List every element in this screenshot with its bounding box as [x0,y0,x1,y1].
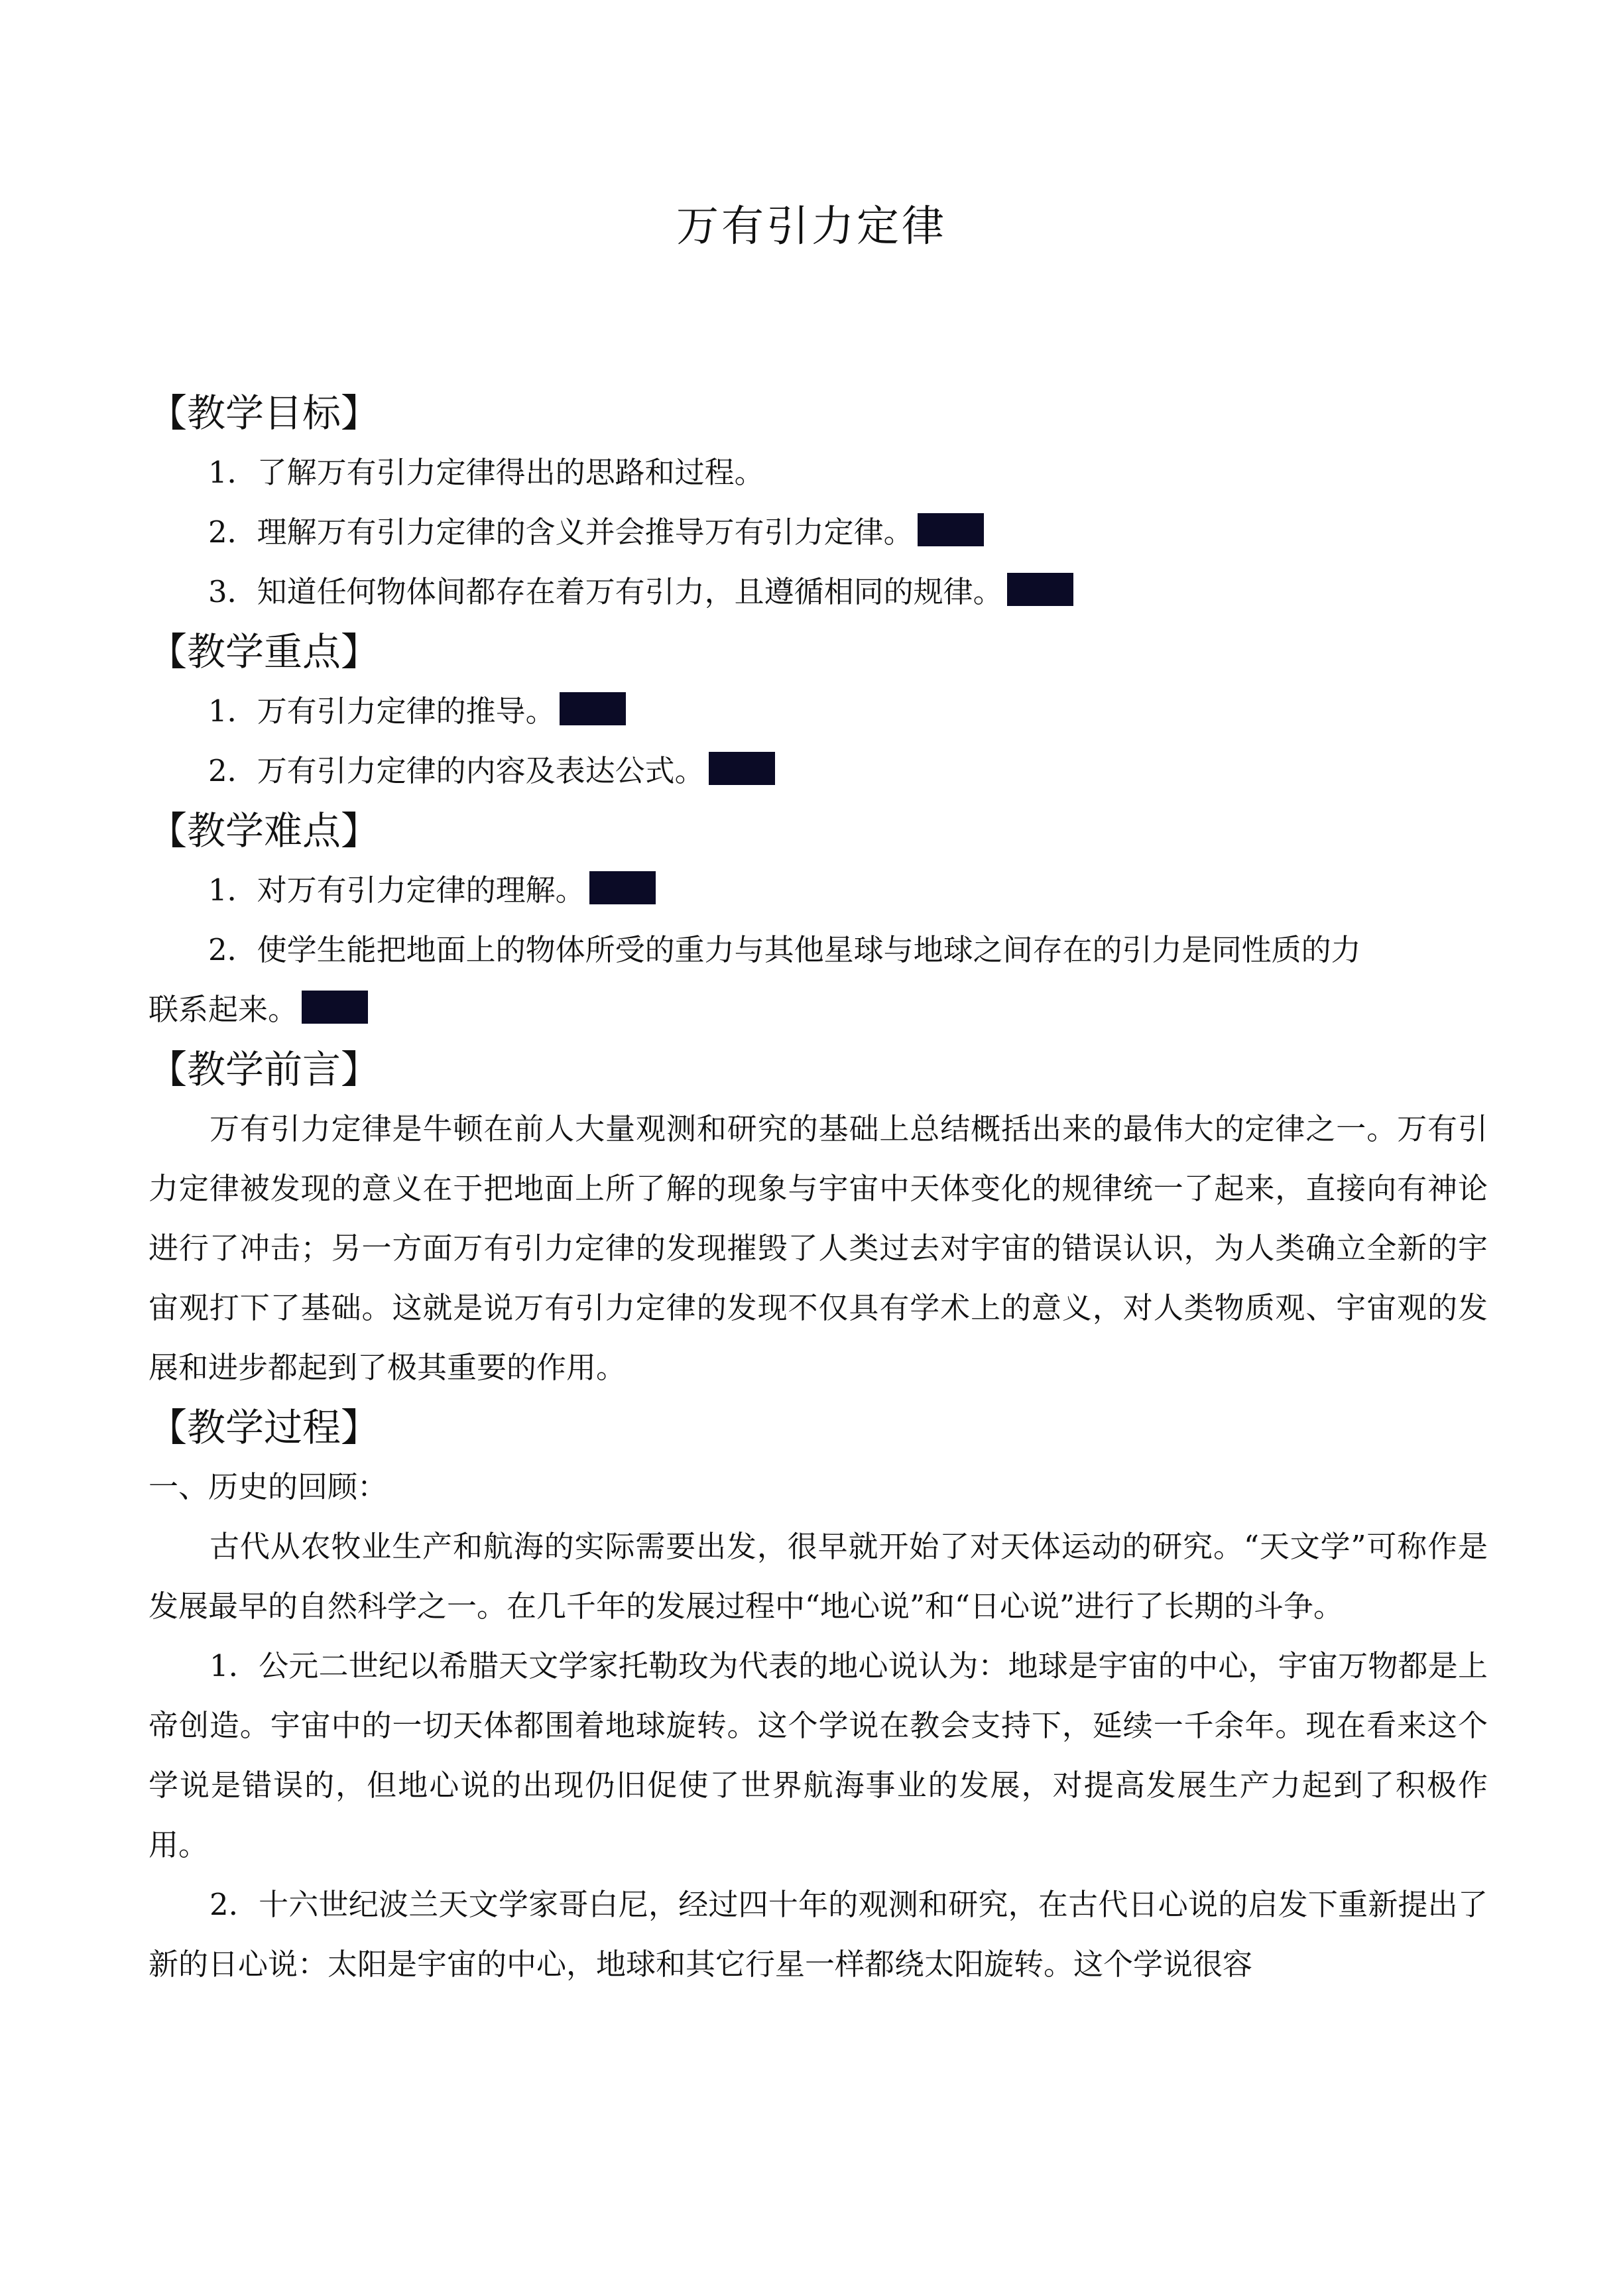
process-paragraph-1: 古代从农牧业生产和航海的实际需要出发，很早就开始了对天体运动的研究。“天文学”可称作是发展最早的自然科学之一。在几千年的发展过程中“地心说”和“日心说”进行了长期的斗争。 [149,1529,1488,1624]
redaction-box [560,692,626,725]
process-paragraph-2: 1．公元二世纪以希腊天文学家托勒玫为代表的地心说认为：地球是宇宙的中心，宇宙万物都是上帝创造。宇宙中的一切天体都围着地球旋转。这个学说在教会支持下，延续一千余年。现在看来这个学说是错误的，但地心说的出现仍旧促使了世界航海事业的发展，对提高发展生产力起到了积极作用。 [149,1648,1488,1862]
process-paragraph-3: 2．十六世纪波兰天文学家哥白尼，经过四十年的观测和研究，在古代日心说的启发下重新提出了新的日心说：太阳是宇宙的中心，地球和其它行星一样都绕太阳旋转。这个学说很容 [149,1887,1488,1982]
keypoint-item-2: 2．万有引力定律的内容及表达公式。 [149,741,1488,801]
goal-item-1: 1．了解万有引力定律得出的思路和过程。 [208,455,764,490]
section-heading-process: 【教学过程】 [149,1405,380,1450]
document-body [149,383,1488,1994]
difficulty-item-2-continued: 联系起来。 [149,980,1488,1040]
keypoint-item-1: 1．万有引力定律的推导。 [149,682,1488,741]
difficulty-item-1: 1．对万有引力定律的理解。 [149,861,1488,920]
document-title: 万有引力定律 [676,202,947,251]
section-heading-difficulties: 【教学难点】 [149,808,380,853]
section-heading-goals: 【教学目标】 [149,391,380,436]
goal-item-3: 3．知道任何物体间都存在着万有引力，且遵循相同的规律。 [149,562,1488,622]
redaction-box [1007,573,1073,606]
process-subheading: 一、历史的回顾： [149,1469,388,1504]
redaction-box [302,991,368,1024]
section-heading-keypoints: 【教学重点】 [149,629,380,674]
preface-paragraph: 万有引力定律是牛顿在前人大量观测和研究的基础上总结概括出来的最伟大的定律之一。万有引力定律被发现的意义在于把地面上所了解的现象与宇宙中天体变化的规律统一了起来，直接向有神论进行了冲击；另一方面万有引力定律的发现摧毁了人类过去对宇宙的错误认识，为人类确立全新的宇宙观打下了基础。这就是说万有引力定律的发现不仅具有学术上的意义，对人类物质观、宇宙观的发展和进步都起到了极其重要的作用。 [149,1111,1488,1385]
section-heading-preface: 【教学前言】 [149,1047,380,1092]
redaction-box [709,752,775,785]
difficulty-item-2: 2．使学生能把地面上的物体所受的重力与其他星球与地球之间存在的引力是同性质的力 [208,932,1361,967]
goal-item-2: 2．理解万有引力定律的含义并会推导万有引力定律。 [149,503,1488,562]
redaction-box [589,871,656,904]
redaction-box [918,513,984,546]
